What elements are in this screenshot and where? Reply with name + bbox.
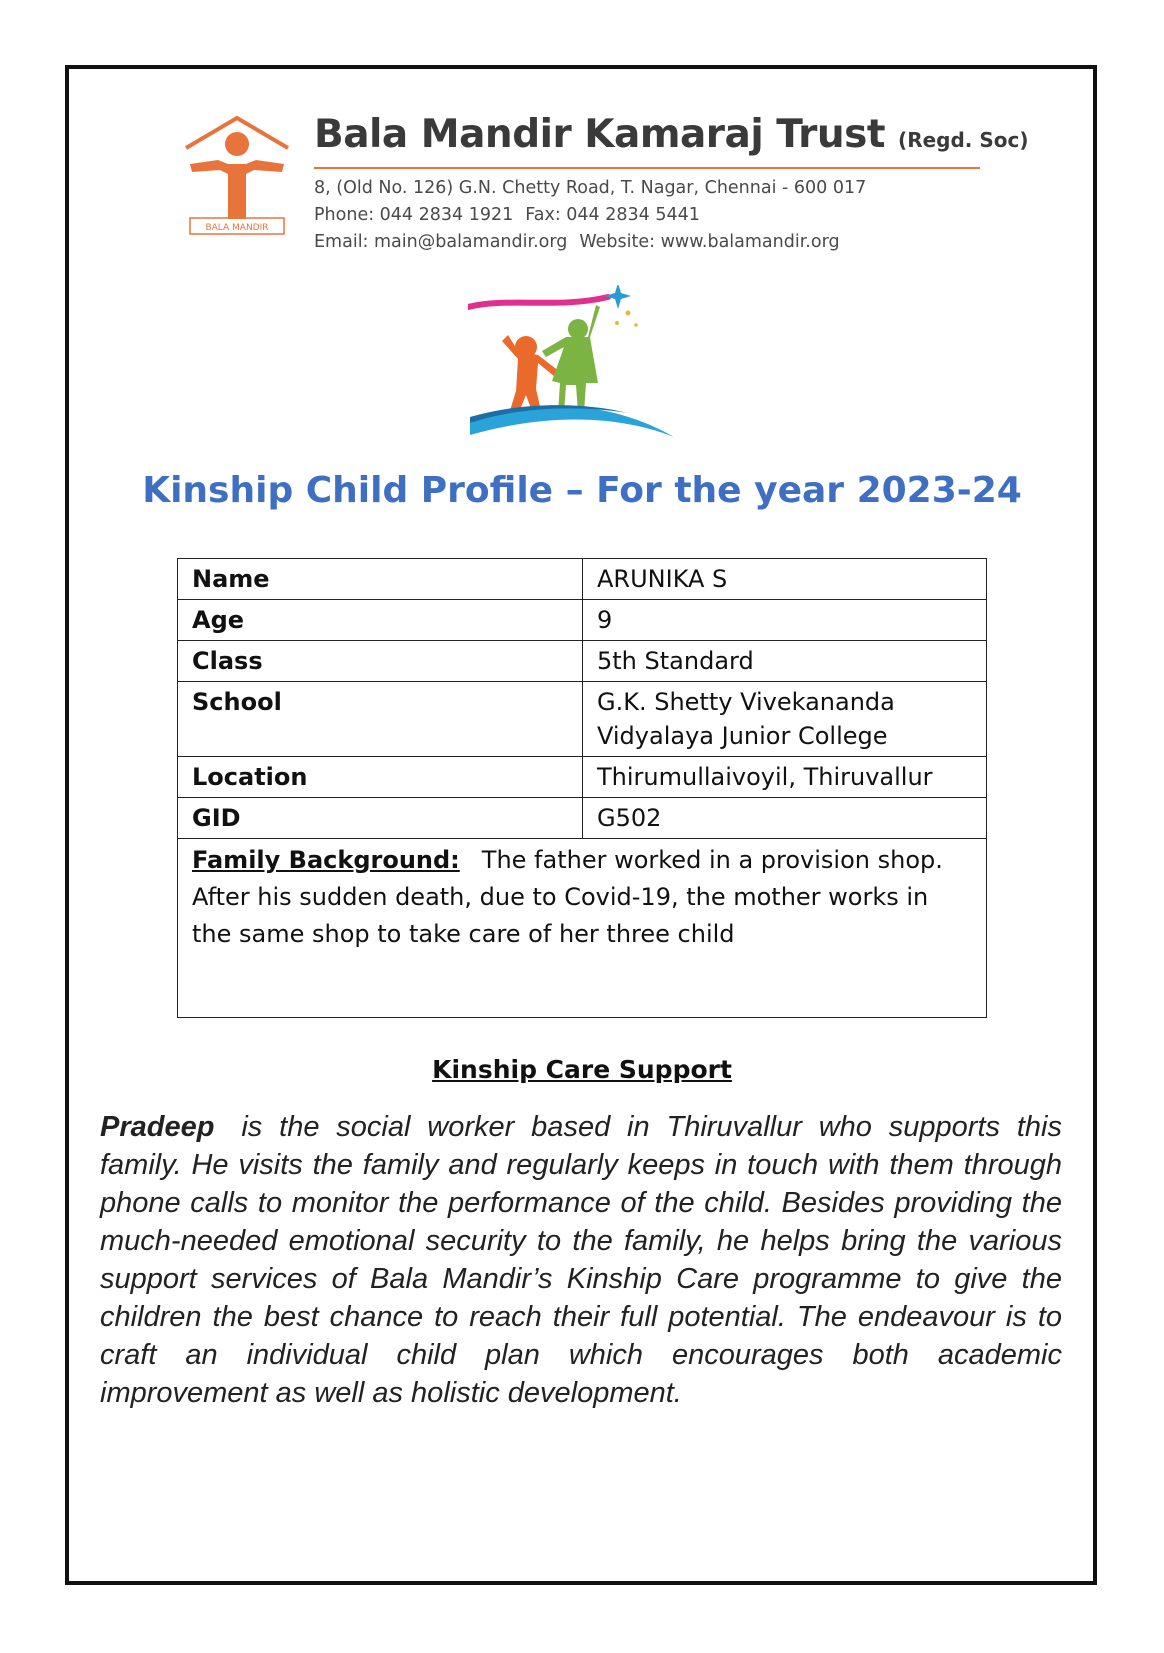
family-background-row (178, 839, 987, 1018)
field-label: School (178, 682, 583, 757)
field-value: G502 (583, 798, 987, 839)
field-value: 9 (583, 600, 987, 641)
child-profile-table (177, 558, 987, 1018)
table-row (178, 600, 987, 641)
table-row (178, 798, 987, 839)
support-description: is the social worker based in Thiruvallur who supports this family. He visits the family and regularly keeps in touch with them through phone calls to monitor the performance of the child. Besides providing the much-needed emotional security to the family, he helps bring the various support services of Bala Mandir’s Kinship Care programme to give the children the best chance to reach their full potential. The endeavour is to craft an individual child plan which encourages both academic improvement as well as holistic development. (100, 1111, 1062, 1409)
children-illustration-icon (468, 285, 688, 450)
email-address: Email: main@balamandir.org (314, 232, 568, 252)
field-label: Age (178, 600, 583, 641)
family-background-cell (178, 839, 987, 1018)
field-label: Location (178, 757, 583, 798)
field-label: GID (178, 798, 583, 839)
support-heading: Kinship Care Support (432, 1055, 732, 1084)
website-address: Website: www.balamandir.org (579, 232, 840, 252)
table-row (178, 559, 987, 600)
field-label: Name (178, 559, 583, 600)
social-worker-name: Pradeep (100, 1111, 215, 1143)
organization-registration: (Regd. Soc) (898, 128, 1029, 152)
field-value: 5th Standard (583, 641, 987, 682)
family-background-label: Family Background: (192, 846, 460, 874)
organization-phone-fax (314, 205, 700, 225)
organization-name: Bala Mandir Kamaraj Trust (Regd. Soc) (314, 112, 1029, 157)
support-paragraph (100, 1108, 1062, 1412)
logo-caption: BALA MANDIR (205, 223, 269, 233)
organization-address: 8, (Old No. 126) G.N. Chetty Road, T. Nagar, Chennai - 600 017 (314, 178, 867, 198)
page-title: Kinship Child Profile – For the year 2023-24 (142, 470, 1022, 511)
table-row (178, 641, 987, 682)
table-row (178, 757, 987, 798)
organization-email-website (314, 232, 840, 252)
field-value: ARUNIKA S (583, 559, 987, 600)
field-label: Class (178, 641, 583, 682)
phone-number: Phone: 044 2834 1921 (314, 205, 514, 225)
fax-number: Fax: 044 2834 5441 (525, 205, 700, 225)
family-background-text: The father worked in a provision shop. After his sudden death, due to Covid-19, the mother works in the same shop to take care of her three child (192, 846, 943, 948)
field-value: G.K. Shetty Vivekananda Vidyalaya Junior College (583, 682, 987, 757)
field-value: Thirumullaivoyil, Thiruvallur (583, 757, 987, 798)
letterhead-divider (314, 167, 980, 169)
table-row (178, 682, 987, 757)
bala-mandir-logo-icon (182, 114, 292, 254)
